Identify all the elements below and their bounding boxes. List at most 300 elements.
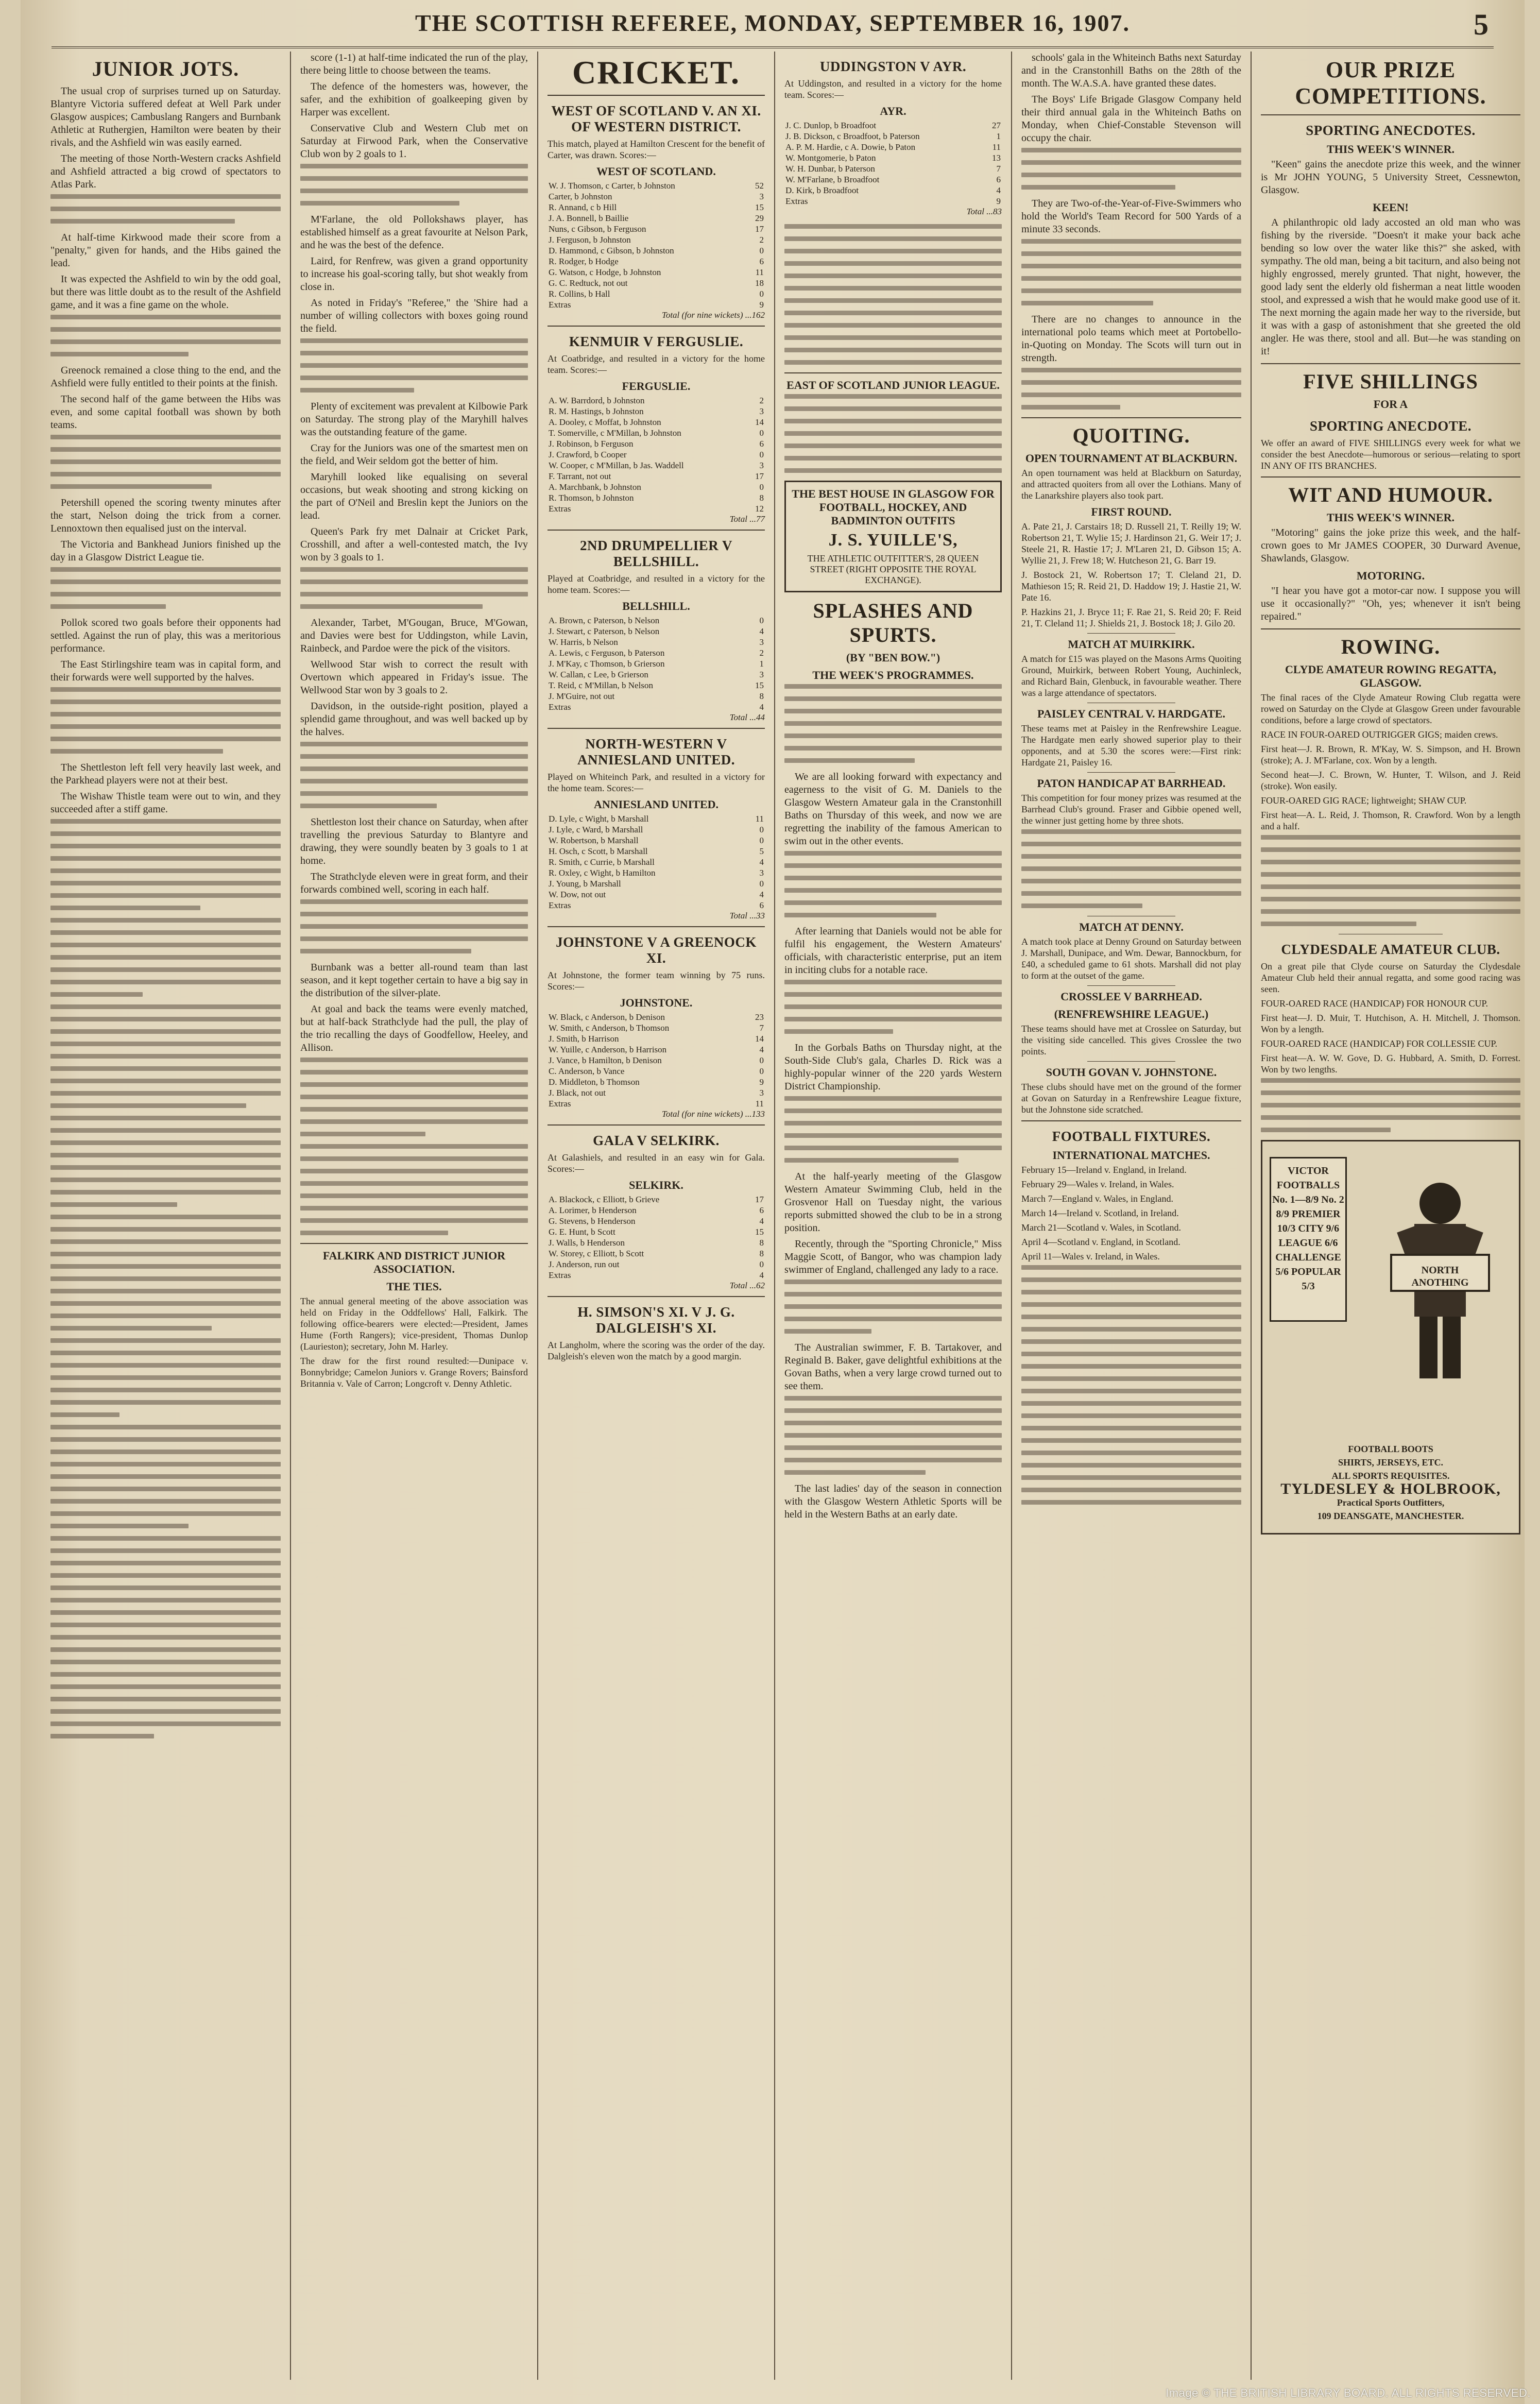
article-paragraph: Queen's Park fry met Dalnair at Cricket Park, Crosshill, and after a well-contested match, the Ivy won by 3 goals to 1. [300, 526, 528, 563]
scorecard-row [547, 813, 765, 824]
article-paragraph: As noted in Friday's "Referee," the 'Shire had a number of willing collectors with boxes going round the field. [300, 297, 528, 334]
body-text-lines [1021, 368, 1241, 410]
runs-value: 0 [759, 1066, 764, 1076]
rowing-result: First heat—A. L. Reid, J. Thomson, R. Crawford. Won by a length and a half. [1261, 810, 1520, 831]
scorecard-row [547, 615, 765, 626]
scorecard-row [784, 120, 1002, 131]
article-paragraph: The Victoria and Bankhead Juniors finished up the day in a Glasgow District League tie. [50, 539, 281, 563]
article-paragraph: score (1-1) at half-time indicated the run of the play, there being little to choose between the teams. [300, 52, 528, 76]
batsman-name: J. Anderson, run out [549, 1259, 620, 1269]
article-paragraph: Recently, through the "Sporting Chronicle," Miss Maggie Scott, of Bangor, who was champion lady swimmer of England, challenged any lady to a race. [784, 1238, 1002, 1275]
batsman-name: D. Middleton, b Thomson [549, 1077, 640, 1087]
team-heading: ANNIESLAND UNITED. [593, 798, 719, 811]
body-text-lines [1021, 148, 1241, 190]
batsman-name: W. Montgomerie, b Paton [785, 153, 876, 163]
article-paragraph: The meeting of those North-Western cracks Ashfield and Ashfield attracted a big crowd of spectators to Atlas Park. [50, 153, 281, 190]
column-1 [41, 52, 291, 2380]
batsman-name: Extras [549, 900, 571, 910]
divider [547, 530, 765, 531]
batsman-name: A. Blackock, c Elliott, b Grieve [549, 1195, 660, 1204]
runs-value: 4 [759, 890, 764, 899]
body-text-lines [1021, 239, 1241, 305]
scorecard-table [547, 180, 765, 310]
article-paragraph: We offer an award of FIVE SHILLINGS every week for what we consider the best Anecdote—humorous or serious—relating to sport IN ANY OF ITS BRANCHES. [1261, 438, 1520, 471]
batsman-name: D. Lyle, c Wight, b Marshall [549, 814, 649, 824]
batsman-name: R. Smith, c Currie, b Marshall [549, 857, 655, 867]
quoiting-heading: QUOITING. [1072, 424, 1190, 447]
article-paragraph: The second half of the game between the Hibs was even, and some capital football was shown by both teams. [50, 394, 281, 431]
article-paragraph: The last ladies' day of the season in connection with the Glasgow Western Athletic Sports will be held in the Western Baths at an early date. [784, 1483, 1002, 1520]
body-text-lines [784, 851, 1002, 917]
scorecard-row [547, 471, 765, 482]
divider [1021, 417, 1241, 418]
batsman-name: J. B. Dickson, c Broadfoot, b Paterson [785, 131, 920, 141]
article-paragraph: Pollok scored two goals before their opponents had settled. Against the run of play, this was a meritorious performance. [50, 617, 281, 654]
runs-value: 8 [759, 1238, 764, 1248]
batsman-name: J. A. Bonnell, b Baillie [549, 213, 629, 223]
match-intro: At Johnstone, the former team winning by 75 runs. Scores:— [547, 970, 765, 992]
body-text-lines [784, 980, 1002, 1034]
scorecard-row [547, 406, 765, 417]
byline: (BY "BEN BOW.") [846, 651, 940, 664]
batsman-name: G. E. Hunt, b Scott [549, 1227, 615, 1237]
article-paragraph: A match for £15 was played on the Masons Arms Quoiting Ground, Muirkirk, between Robert Young, Auchinleck, and Richard Bain, Glenbuck, in favourable weather. There was a large attendance of spectators. [1021, 654, 1241, 698]
batsman-name: G. Stevens, b Henderson [549, 1216, 636, 1226]
article-paragraph: Laird, for Renfrew, was given a grand opportunity to increase his goal-scoring tally, but shot weakly from close in. [300, 255, 528, 293]
batsman-name: A. Lewis, c Ferguson, b Paterson [549, 648, 665, 658]
scorecard-row [547, 647, 765, 658]
scorecard-row [547, 503, 765, 514]
runs-value: 4 [996, 185, 1001, 195]
masthead [52, 5, 1494, 48]
divider [1261, 476, 1520, 478]
scorecard-total: Total ...33 [729, 911, 765, 920]
copyright-credit: Image © THE BRITISH LIBRARY BOARD. ALL RIGHTS RESERVED. [1166, 2386, 1531, 2399]
match-intro: At Coatbridge, and resulted in a victory for the home team. Scores:— [547, 353, 765, 375]
article-paragraph: Plenty of excitement was prevalent at Kilbowie Park on Saturday. The strong play of the Maryhill halves was the outstanding feature of the game. [300, 401, 528, 438]
runs-value: 4 [759, 626, 764, 636]
section-subheading: PATON HANDICAP AT BARRHEAD. [1037, 777, 1226, 790]
league-table-heading: EAST OF SCOTLAND JUNIOR LEAGUE. [786, 379, 1000, 391]
scorecard-table [547, 615, 765, 712]
scorecard-row [784, 152, 1002, 163]
batsman-name: J. Walls, b Henderson [549, 1238, 625, 1248]
runs-value: 1 [996, 131, 1001, 141]
scorecard-row [547, 438, 765, 449]
section-subheading: (RENFREWSHIRE LEAGUE.) [1054, 1008, 1209, 1020]
match-intro: This match, played at Hamilton Crescent for the benefit of Carter, was drawn. Scores:— [547, 139, 765, 160]
body-text-lines [784, 1096, 1002, 1163]
runs-value: 9 [759, 300, 764, 310]
column-4 [775, 52, 1012, 2380]
runs-value: 13 [992, 153, 1001, 163]
programmes-heading: THE WEEK'S PROGRAMMES. [812, 669, 974, 681]
rowing-result: FOUR-OARED RACE (HANDICAP) FOR COLLESSIE CUP. [1261, 1038, 1498, 1049]
runs-value: 2 [759, 396, 764, 405]
advert-line: THE BEST HOUSE IN GLASGOW FOR FOOTBALL, HOCKEY, AND BADMINTON OUTFITS [792, 487, 995, 527]
team-heading: JOHNSTONE. [620, 996, 693, 1009]
tyldesley-advert [1261, 1140, 1520, 1535]
runs-value: 0 [759, 616, 764, 625]
batsman-name: Extras [549, 1270, 571, 1280]
article-paragraph: In the Gorbals Baths on Thursday night, at the South-Side Club's gala, Charles D. Rick was a highly-popular winner of the 220 yards Western District Championship. [784, 1042, 1002, 1092]
advert-brand: J. S. YUILLE'S, [828, 531, 958, 550]
scorecard-row [547, 449, 765, 460]
body-text-lines [300, 567, 528, 609]
scorecard-table [547, 813, 765, 911]
runs-value: 17 [755, 471, 764, 481]
runs-value: 3 [759, 670, 764, 679]
article-paragraph: At half-time Kirkwood made their score from a "penalty," given for hands, and the Hibs gained the lead. [50, 232, 281, 269]
divider [1087, 772, 1175, 773]
body-text-lines [300, 899, 528, 953]
runs-value: 3 [759, 637, 764, 647]
divider [1261, 114, 1520, 115]
article-paragraph: After learning that Daniels would not be able for fulfil his engagement, the Western Amateurs' officials, with characteristic enterprise, put an item in inciting clubs for a notable race. [784, 926, 1002, 976]
runs-value: 0 [759, 879, 764, 889]
batsman-name: W. Dow, not out [549, 890, 606, 899]
match-title: WEST OF SCOTLAND V. AN XI. OF WESTERN DISTRICT. [551, 103, 761, 134]
batsman-name: Extras [549, 1099, 571, 1109]
body-text-lines [50, 315, 281, 356]
scorecard-row [547, 1259, 765, 1270]
body-text-lines [50, 194, 281, 224]
runs-value: 29 [755, 213, 764, 223]
section-subheading: SOUTH GOVAN V. JOHNSTONE. [1046, 1066, 1217, 1079]
batsman-name: W. Smith, c Anderson, b Thomson [549, 1023, 670, 1033]
article-paragraph: The Boys' Life Brigade Glasgow Company held their third annual gala in the Whiteinch Baths on Monday, when Chief-Constable Stevenson will occupy the chair. [1021, 94, 1241, 144]
results-paragraph: P. Hazkins 21, J. Bryce 11; F. Rae 21, S. Reid 20; F. Reid 21, T. Cleland 11; J. Shields 21, J. Bostock 18; J. Gilo 20. [1021, 607, 1241, 628]
article-paragraph: "Keen" gains the anecdote prize this week, and the winner is Mr JOHN YOUNG, 5 University Street, Cessnewton, Glasgow. [1261, 159, 1520, 196]
scorecard-table [547, 1012, 765, 1109]
scorecard-row [547, 900, 765, 911]
batsman-name: G. Watson, c Hodge, b Johnston [549, 267, 661, 277]
section-subheading: MATCH AT DENNY. [1079, 920, 1184, 933]
match-intro: Played at Coatbridge, and resulted in a victory for the home team. Scores:— [547, 573, 765, 595]
batsman-name: J. Vance, b Hamilton, b Denison [549, 1055, 662, 1065]
scorecard-row [547, 658, 765, 669]
scorecard-row [547, 1270, 765, 1281]
round-heading: FIRST ROUND. [1091, 505, 1172, 518]
runs-value: 6 [996, 175, 1001, 184]
runs-value: 18 [755, 278, 764, 288]
batsman-name: W. H. Dunbar, b Paterson [785, 164, 875, 174]
scorecard-table [547, 1194, 765, 1281]
divider [1087, 985, 1175, 986]
article-paragraph: An open tournament was held at Blackburn on Saturday, and attracted quoiters from all over the Lothians. Many of the Lanarkshire players also took part. [1021, 468, 1241, 501]
scorecard-row [784, 196, 1002, 207]
batsman-name: R. Rodger, b Hodge [549, 257, 619, 266]
scorecard-row [547, 234, 765, 245]
page-number: 5 [1474, 8, 1488, 41]
runs-value: 17 [755, 1195, 764, 1204]
article-paragraph: Wellwood Star wish to correct the result with Overtown which appeared in Friday's issue. The Wellwood Star won by 3 goals to 2. [300, 659, 528, 696]
batsman-name: A. Marchbank, b Johnston [549, 482, 641, 492]
column-5 [1012, 52, 1252, 2380]
runs-value: 12 [755, 504, 764, 514]
batsman-name: J. Robinson, b Ferguson [549, 439, 634, 449]
article-paragraph: Burnbank was a better all-round team than last season, and it kept together certain to have a big say in the distribution of the silver-plate. [300, 962, 528, 999]
advert-line: SHIRTS, JERSEYS, ETC. [1338, 1457, 1443, 1468]
runs-value: 6 [759, 900, 764, 910]
runs-value: 6 [759, 257, 764, 266]
batsman-name: Extras [549, 300, 571, 310]
section-subheading: CROSSLEE V BARRHEAD. [1060, 990, 1202, 1003]
article-paragraph: Davidson, in the outside-right position, played a splendid game throughout, and was well backed up by the halves. [300, 701, 528, 738]
article-paragraph: The Australian swimmer, F. B. Tartakover, and Reginald B. Baker, gave delightful exhibitions at the Govan Baths, when a very large crowd turned out to see them. [784, 1342, 1002, 1392]
scorecard-row [547, 637, 765, 647]
advert-line: ALL SPORTS REQUISITES. [1331, 1471, 1450, 1481]
footballs-poster: VICTOR FOOTBALLS No. 1—8/9 No. 2 8/9 PREMIER 10/3 CITY 9/6 LEAGUE 6/6 CHALLENGE 5/6 POPULAR 5/3 [1270, 1157, 1347, 1322]
section-subheading: CLYDE AMATEUR ROWING REGATTA, GLASGOW. [1285, 663, 1496, 689]
divider [1261, 363, 1520, 364]
runs-value: 0 [759, 289, 764, 299]
runs-value: 4 [759, 1270, 764, 1280]
advert-caption [1268, 1442, 1514, 1523]
scorecard-row [547, 1216, 765, 1226]
advert-sign-text: NORTH ANOTHING [1411, 1265, 1469, 1288]
body-text-lines [784, 1396, 1002, 1475]
match-title: UDDINGSTON V AYR. [819, 59, 967, 74]
team-heading: FERGUSLIE. [622, 380, 691, 393]
batsman-name: G. C. Redtuck, not out [549, 278, 628, 288]
article-paragraph: The usual crop of surprises turned up on Saturday. Blantyre Victoria suffered defeat at Well Park under Glasgow auspices; Cambuslang Rangers and Burnbank Athletic at Ruthergien, Hamilton were beaten by their rivals, and the Ashfield win was easily earned. [50, 86, 281, 148]
divider [547, 926, 765, 927]
scorecard-total: Total (for nine wickets) ...133 [661, 1109, 765, 1119]
article-paragraph: These teams met at Paisley in the Renfrewshire League. The Hardgate men early showed superior play to their opponents, and at 5.30 the scores were:—First rink: Hardgate 21, Paisley 16. [1021, 723, 1241, 768]
batsman-name: Extras [549, 702, 571, 712]
scorecard-row [547, 191, 765, 202]
newspaper-page [21, 0, 1525, 2404]
league-table-lines [784, 394, 1002, 473]
scorecard-row [547, 202, 765, 213]
body-text-lines [1021, 829, 1241, 908]
divider [1087, 1061, 1175, 1062]
runs-value: 9 [759, 1077, 764, 1087]
fixtures-lines [1021, 1265, 1241, 1505]
batsman-name: A. Dooley, c Moffat, b Johnston [549, 417, 661, 427]
runs-value: 0 [759, 836, 764, 845]
article-paragraph: A match took place at Denny Ground on Saturday between J. Marshall, Dunipace, and Wm. Dewar, Bannockburn, for £40, a scheduled game to 61 shots. Marshall did not play to form at the outset of the game. [1021, 936, 1241, 981]
runs-value: 11 [992, 142, 1001, 152]
batsman-name: R. Collins, b Hall [549, 289, 610, 299]
runs-value: 4 [759, 702, 764, 712]
runs-value: 5 [759, 846, 764, 856]
runs-value: 7 [759, 1023, 764, 1033]
runs-value: 4 [759, 1045, 764, 1054]
cricket-matches [547, 103, 765, 1291]
scorecard-row [547, 224, 765, 234]
batsman-name: Nuns, c Gibson, b Ferguson [549, 224, 646, 234]
body-text-lines [300, 742, 528, 808]
batsman-name: H. Osch, c Scott, b Marshall [549, 846, 648, 856]
article-paragraph: "I hear you have got a motor-car now. I suppose you will use it occasionally?" "Oh, yes; whenever it isn't being repaired." [1261, 585, 1520, 622]
article-paragraph: Greenock remained a close thing to the end, and the Ashfield were fully entitled to their points at the finish. [50, 365, 281, 389]
runs-value: 23 [755, 1012, 764, 1022]
runs-value: 9 [996, 196, 1001, 206]
scorecard-row [547, 180, 765, 191]
scorecard-row [547, 299, 765, 310]
runs-value: 1 [759, 659, 764, 669]
runs-value: 17 [755, 224, 764, 234]
runs-value: 11 [755, 1099, 764, 1109]
match-intro: At Galashiels, and resulted in an easy win for Gala. Scores:— [547, 1152, 765, 1174]
runs-value: 0 [759, 482, 764, 492]
scorecard-row [547, 824, 765, 835]
team-heading: WEST OF SCOTLAND. [596, 165, 716, 178]
batsman-name: J. Young, b Marshall [549, 879, 621, 889]
team-heading: BELLSHILL. [622, 600, 690, 612]
batsman-name: J. C. Dunlop, b Broadfoot [785, 121, 877, 130]
advert-line: FOOTBALL BOOTS [1348, 1444, 1433, 1454]
masthead-title: THE SCOTTISH REFEREE, MONDAY, SEPTEMBER 16, 1907. [415, 10, 1130, 36]
scorecard-row [547, 1194, 765, 1205]
scorecard-row [784, 163, 1002, 174]
scorecard-row [547, 460, 765, 471]
rowing-result: First heat—J. D. Muir, T. Hutchison, A. H. Mitchell, J. Thomson. Won by a length. [1261, 1013, 1520, 1034]
runs-value: 6 [759, 439, 764, 449]
divider [784, 372, 1002, 373]
fixture-item: February 15—Ireland v. England, in Ireland. [1021, 1165, 1187, 1175]
batsman-name: T. Somerville, c M'Millan, b Johnston [549, 428, 681, 438]
runs-value: 2 [759, 235, 764, 245]
match-intro: At Langholm, where the scoring was the order of the day. Dalgleish's eleven won the match by a good margin. [547, 1340, 765, 1361]
scorecard-row [547, 1248, 765, 1259]
batsman-name: W. Cooper, c M'Millan, b Jas. Waddell [549, 461, 684, 470]
runs-value: 8 [759, 493, 764, 503]
advert-line: Practical Sports Outfitters, [1337, 1497, 1445, 1508]
scorecard-row [547, 626, 765, 637]
match-title: GALA V SELKIRK. [593, 1133, 720, 1148]
results-paragraph: J. Bostock 21, W. Robertson 17; T. Cleland 21, D. Mathieson 15; R. Reid 21, D. Haddow 19; J. Hastie 21, W. Pate 16. [1021, 570, 1241, 603]
scorecard-row [547, 878, 765, 889]
fixtures-subheading: INTERNATIONAL MATCHES. [1052, 1149, 1210, 1162]
body-text-lines [300, 338, 528, 393]
clydesdale-results [1261, 998, 1520, 1075]
runs-value: 0 [759, 1055, 764, 1065]
rowing-heading: ROWING. [1341, 635, 1441, 658]
scorecard-row [547, 1044, 765, 1055]
fixture-item: March 21—Scotland v. Wales, in Scotland. [1021, 1222, 1181, 1233]
body-text-lines [784, 1280, 1002, 1334]
advert-brand: TYLDESLEY & HOLBROOK, [1280, 1480, 1501, 1497]
divider [547, 1296, 765, 1297]
batsman-name: C. Anderson, b Vance [549, 1066, 625, 1076]
batsman-name: Carter, b Johnston [549, 192, 612, 201]
match-title: JOHNSTONE V A GREENOCK XI. [556, 934, 757, 966]
runs-value: 2 [759, 648, 764, 658]
runs-value: 15 [755, 1227, 764, 1237]
batsman-name: R. M. Hastings, b Johnston [549, 406, 644, 416]
batsman-name: R. Annand, c b Hill [549, 202, 617, 212]
scorecard-row [547, 846, 765, 857]
fixture-item: April 4—Scotland v. England, in Scotland. [1021, 1237, 1180, 1247]
article-paragraph: Shettleston lost their chance on Saturday, when after travelling the previous Saturday to Blantyre and drawing, they were soundly beaten by 3 goals to 1 at home. [300, 816, 528, 866]
article-paragraph: The defence of the homesters was, however, the safer, and the exhibition of goalkeeping given by Harper was excellent. [300, 81, 528, 118]
scorecard-row [547, 428, 765, 438]
batsman-name: A. Brown, c Paterson, b Nelson [549, 616, 660, 625]
article-paragraph: Maryhill looked like equalising on several occasions, but weak shooting and strong kicking on the part of O'Neil and Breslin kept the Juniors on the lead. [300, 471, 528, 521]
batsman-name: Extras [549, 504, 571, 514]
batsman-name: D. Kirk, b Broadfoot [785, 185, 859, 195]
scorecard-row [547, 492, 765, 503]
scorecard-row [547, 680, 765, 691]
scorecard-total: Total ...83 [966, 207, 1002, 216]
article-paragraph: There are no changes to announce in the international polo teams which meet at Portobello-in-Quoting on Monday. The Scots will turn out in strength. [1021, 314, 1241, 364]
batsman-name: A. W. Barrdord, b Johnston [549, 396, 645, 405]
batsman-name: W. J. Thomson, c Carter, b Johnston [549, 181, 675, 191]
scorecard-row [547, 1012, 765, 1022]
article-paragraph: The East Stirlingshire team was in capital form, and their forwards were well supported by the halves. [50, 659, 281, 683]
runs-value: 27 [992, 121, 1001, 130]
prize-competitions-heading: OUR PRIZE COMPETITIONS. [1295, 57, 1486, 109]
junior-jots-heading: JUNIOR JOTS. [92, 57, 239, 80]
section-heading: SPORTING ANECDOTE. [1309, 418, 1472, 434]
article-paragraph: A philanthropic old lady accosted an old man who was fishing by the riverside. "Doesn't it make your back ache bending so low over the water like this?" she asked, with sympathy. The old man, being a bit taciturn, and also being not highly engrossed, merely grunted. That night, however, the good lady sent the elderly old fisherman a neat little wooden stool, and expressed a wish that he would make good use of it. The next morning the again made her way to the riverside, but it was with a gasp of astonishment that she greeted the old angler. He was there, stool and all. But—he was standing on it! [1261, 217, 1520, 357]
runs-value: 11 [755, 814, 764, 824]
fixture-item: March 14—Ireland v. Scotland, in Ireland. [1021, 1208, 1179, 1218]
cricket-heading: CRICKET. [547, 54, 765, 96]
article-paragraph: At goal and back the teams were evenly matched, but at half-back Strathclyde had the pull, the play of the trio recalling the days of Goodfellow, Heeley, and Allison. [300, 1003, 528, 1053]
scorecard-row [547, 1033, 765, 1044]
section-subheading: MATCH AT MUIRKIRK. [1068, 638, 1195, 651]
runs-value: 0 [759, 450, 764, 459]
body-text-lines [50, 435, 281, 489]
yuille-advert [784, 481, 1002, 592]
article-paragraph: schools' gala in the Whiteinch Baths next Saturday and in the Cranstonhill Baths on the 28th of the month. The W.A.S.A. have granted these dates. [1021, 52, 1241, 89]
runs-value: 8 [759, 691, 764, 701]
divider [547, 326, 765, 327]
match-title: KENMUIR V FERGUSLIE. [569, 334, 744, 349]
batsman-name: W. Yuille, c Anderson, b Harrison [549, 1045, 667, 1054]
batsman-name: W. Black, c Anderson, b Denison [549, 1012, 665, 1022]
article-paragraph: Conservative Club and Western Club met on Saturday at Firwood Park, when the Conservative Club won by 2 goals to 1. [300, 123, 528, 160]
runs-value: 3 [759, 461, 764, 470]
fixtures-heading: FOOTBALL FIXTURES. [1052, 1129, 1211, 1144]
section-heading: SPORTING ANECDOTES. [1306, 123, 1476, 138]
batsman-name: J. Stewart, c Paterson, b Nelson [549, 626, 660, 636]
team-heading: AYR. [880, 105, 906, 117]
section-subheading: FOR A [1373, 398, 1408, 411]
divider [300, 1243, 528, 1244]
batsman-name: A. Lorimer, b Henderson [549, 1205, 637, 1215]
batsman-name: A. P. M. Hardie, c A. Dowie, b Paton [785, 142, 916, 152]
falkirk-heading: FALKIRK AND DISTRICT JUNIOR ASSOCIATION. [322, 1249, 506, 1275]
batsman-name: W. Callan, c Lee, b Grierson [549, 670, 648, 679]
scorecard-row [547, 1237, 765, 1248]
scorecard-row [547, 1098, 765, 1109]
runs-value: 3 [759, 192, 764, 201]
column-6 [1252, 52, 1530, 2380]
batsman-name: D. Hammond, c Gibson, b Johnston [549, 246, 674, 255]
body-text-lines [300, 164, 528, 206]
match-intro: At Uddingston, and resulted in a victory for the home team. Scores:— [784, 78, 1002, 100]
article-paragraph: The Shettleston left fell very heavily last week, and the Parkhead players were not at their best. [50, 762, 281, 786]
divider [1087, 633, 1175, 634]
divider [1021, 1120, 1241, 1121]
batsman-name: J. Black, not out [549, 1088, 606, 1098]
scorecard-row [547, 1087, 765, 1098]
runs-value: 0 [759, 1259, 764, 1269]
scorecard-row [547, 691, 765, 702]
runs-value: 52 [755, 181, 764, 191]
fixture-item: February 29—Wales v. Ireland, in Wales. [1021, 1179, 1174, 1189]
batsman-name: W. M'Farlane, b Broadfoot [785, 175, 880, 184]
results-paragraph: A. Pate 21, J. Carstairs 18; D. Russell 21, T. Reilly 19; W. Robertson 21, T. Wylie 15; J. Hardinson 21, G. Weir 17; J. Steele 21, R. Hastie 17; J. M'Laren 21, D. Gibson 15; A. Wyllie 21, J. Frew 18; W. Hutcheson 21, G. Barr 19. [1021, 521, 1241, 566]
five-shillings-heading: FIVE SHILLINGS [1303, 370, 1478, 393]
scorecard-row [547, 256, 765, 267]
match-title: H. SIMSON'S XI. V J. G. DALGLEISH'S XI. [577, 1304, 735, 1336]
